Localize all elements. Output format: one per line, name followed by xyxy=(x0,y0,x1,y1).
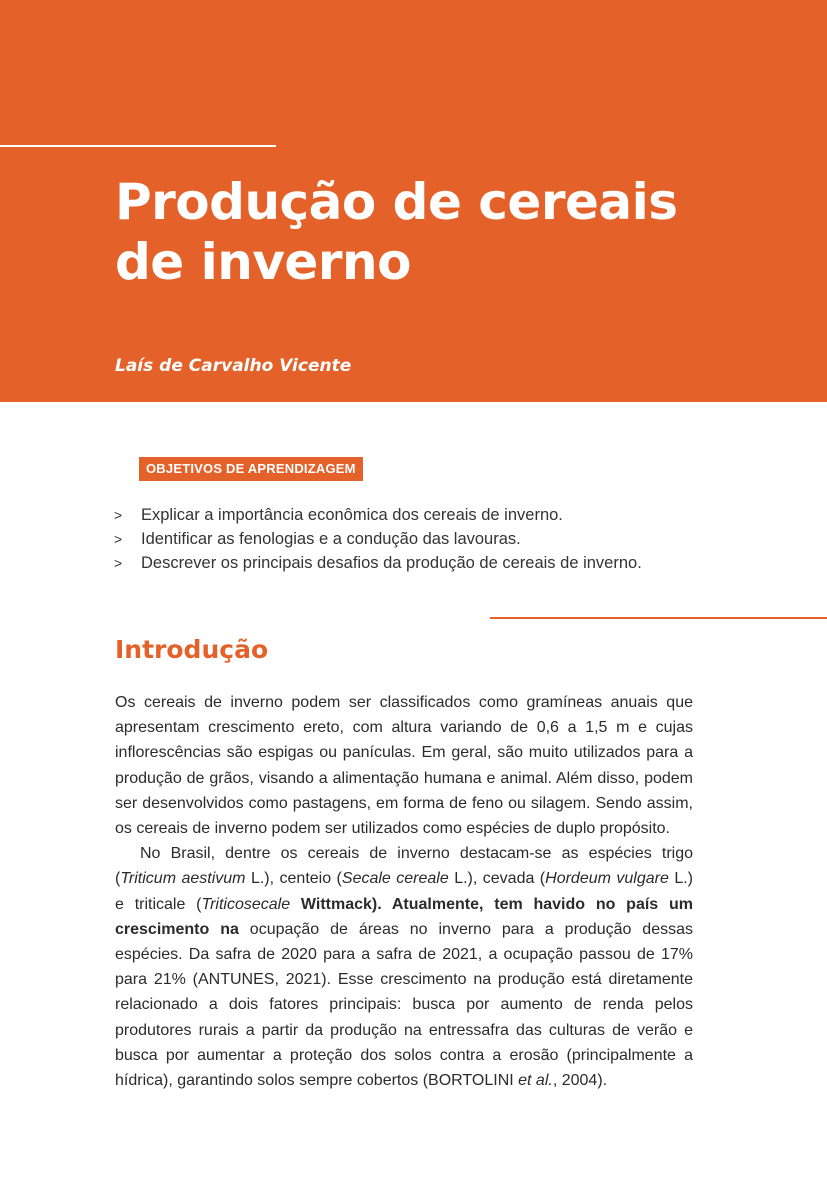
text-run: No Brasil, dentre os cereais de inverno destacam-se as espécies trigo ( xyxy=(115,845,693,888)
objective-item xyxy=(114,527,754,551)
author-name: Laís de Carvalho Vicente xyxy=(115,356,352,376)
species-name: Triticosecale xyxy=(201,895,291,913)
text-run: L.) e triticale ( xyxy=(115,870,693,913)
objective-text: Descrever os principais desafios da produção de cereais de inverno. xyxy=(141,554,642,572)
objectives-list xyxy=(114,503,754,575)
list-marker: > xyxy=(114,531,123,547)
text-run: L.), centeio ( xyxy=(245,870,342,888)
paragraph-2 xyxy=(115,841,693,1093)
species-name: Triticum aestivum xyxy=(120,870,246,888)
objective-item xyxy=(114,551,754,575)
text-run: L.), cevada ( xyxy=(448,870,546,888)
text-run: ocupação de áreas no inverno para a produção dessas espécies. Da safra de 2020 para a safra de 2021, a ocupação passou de 17% para 21% (ANTUNES, 2021). Esse crescimento na produção está diretamente relacionado a dois fatores principais: busca por aumento de renda pelos produtores rurais a partir da produção na entressafra das culturas de verão e busca por aumentar a proteção dos solos contra a erosão (principalmente a hídrica), garantindo solos sempre cobertos (BORTOLINI xyxy=(115,920,694,1090)
list-marker: > xyxy=(114,507,123,523)
chapter-title xyxy=(115,172,795,292)
citation-et-al: et al. xyxy=(518,1072,553,1090)
body-text xyxy=(115,690,693,1093)
section-divider xyxy=(490,617,827,619)
objective-text: Explicar a importância econômica dos cereais de inverno. xyxy=(141,506,563,524)
species-name: Secale cereale xyxy=(341,870,449,888)
section-title: Introdução xyxy=(115,635,269,664)
objective-item xyxy=(114,503,754,527)
species-name: Hordeum vulgare xyxy=(545,870,669,888)
chapter-title-line-2: de inverno xyxy=(115,233,411,291)
chapter-title-line-1: Produção de cereais xyxy=(115,173,678,231)
banner-divider xyxy=(0,145,276,147)
objectives-label: OBJETIVOS DE APRENDIZAGEM xyxy=(139,457,363,481)
paragraph-1: Os cereais de inverno podem ser classificados como gramíneas anuais que apresentam crescimento ereto, com altura variando de 0,6 a 1,5 m e cujas inflorescências são espigas ou panículas. Em geral, são muito utilizados para a produção de grãos, visando a alimentação humana e animal. Além disso, podem ser desenvolvidos como pastagens, em forma de feno ou silagem. Sendo assim, os cereais de inverno podem ser utilizados como espécies de duplo propósito. xyxy=(115,694,693,838)
list-marker: > xyxy=(114,555,123,571)
objective-text: Identificar as fenologias e a condução das lavouras. xyxy=(141,530,521,548)
bold-text-run: Wittmack). Atualmente, tem havido no país um crescimento na xyxy=(115,895,693,938)
text-run: , 2004). xyxy=(552,1072,608,1090)
header-banner xyxy=(0,0,827,402)
